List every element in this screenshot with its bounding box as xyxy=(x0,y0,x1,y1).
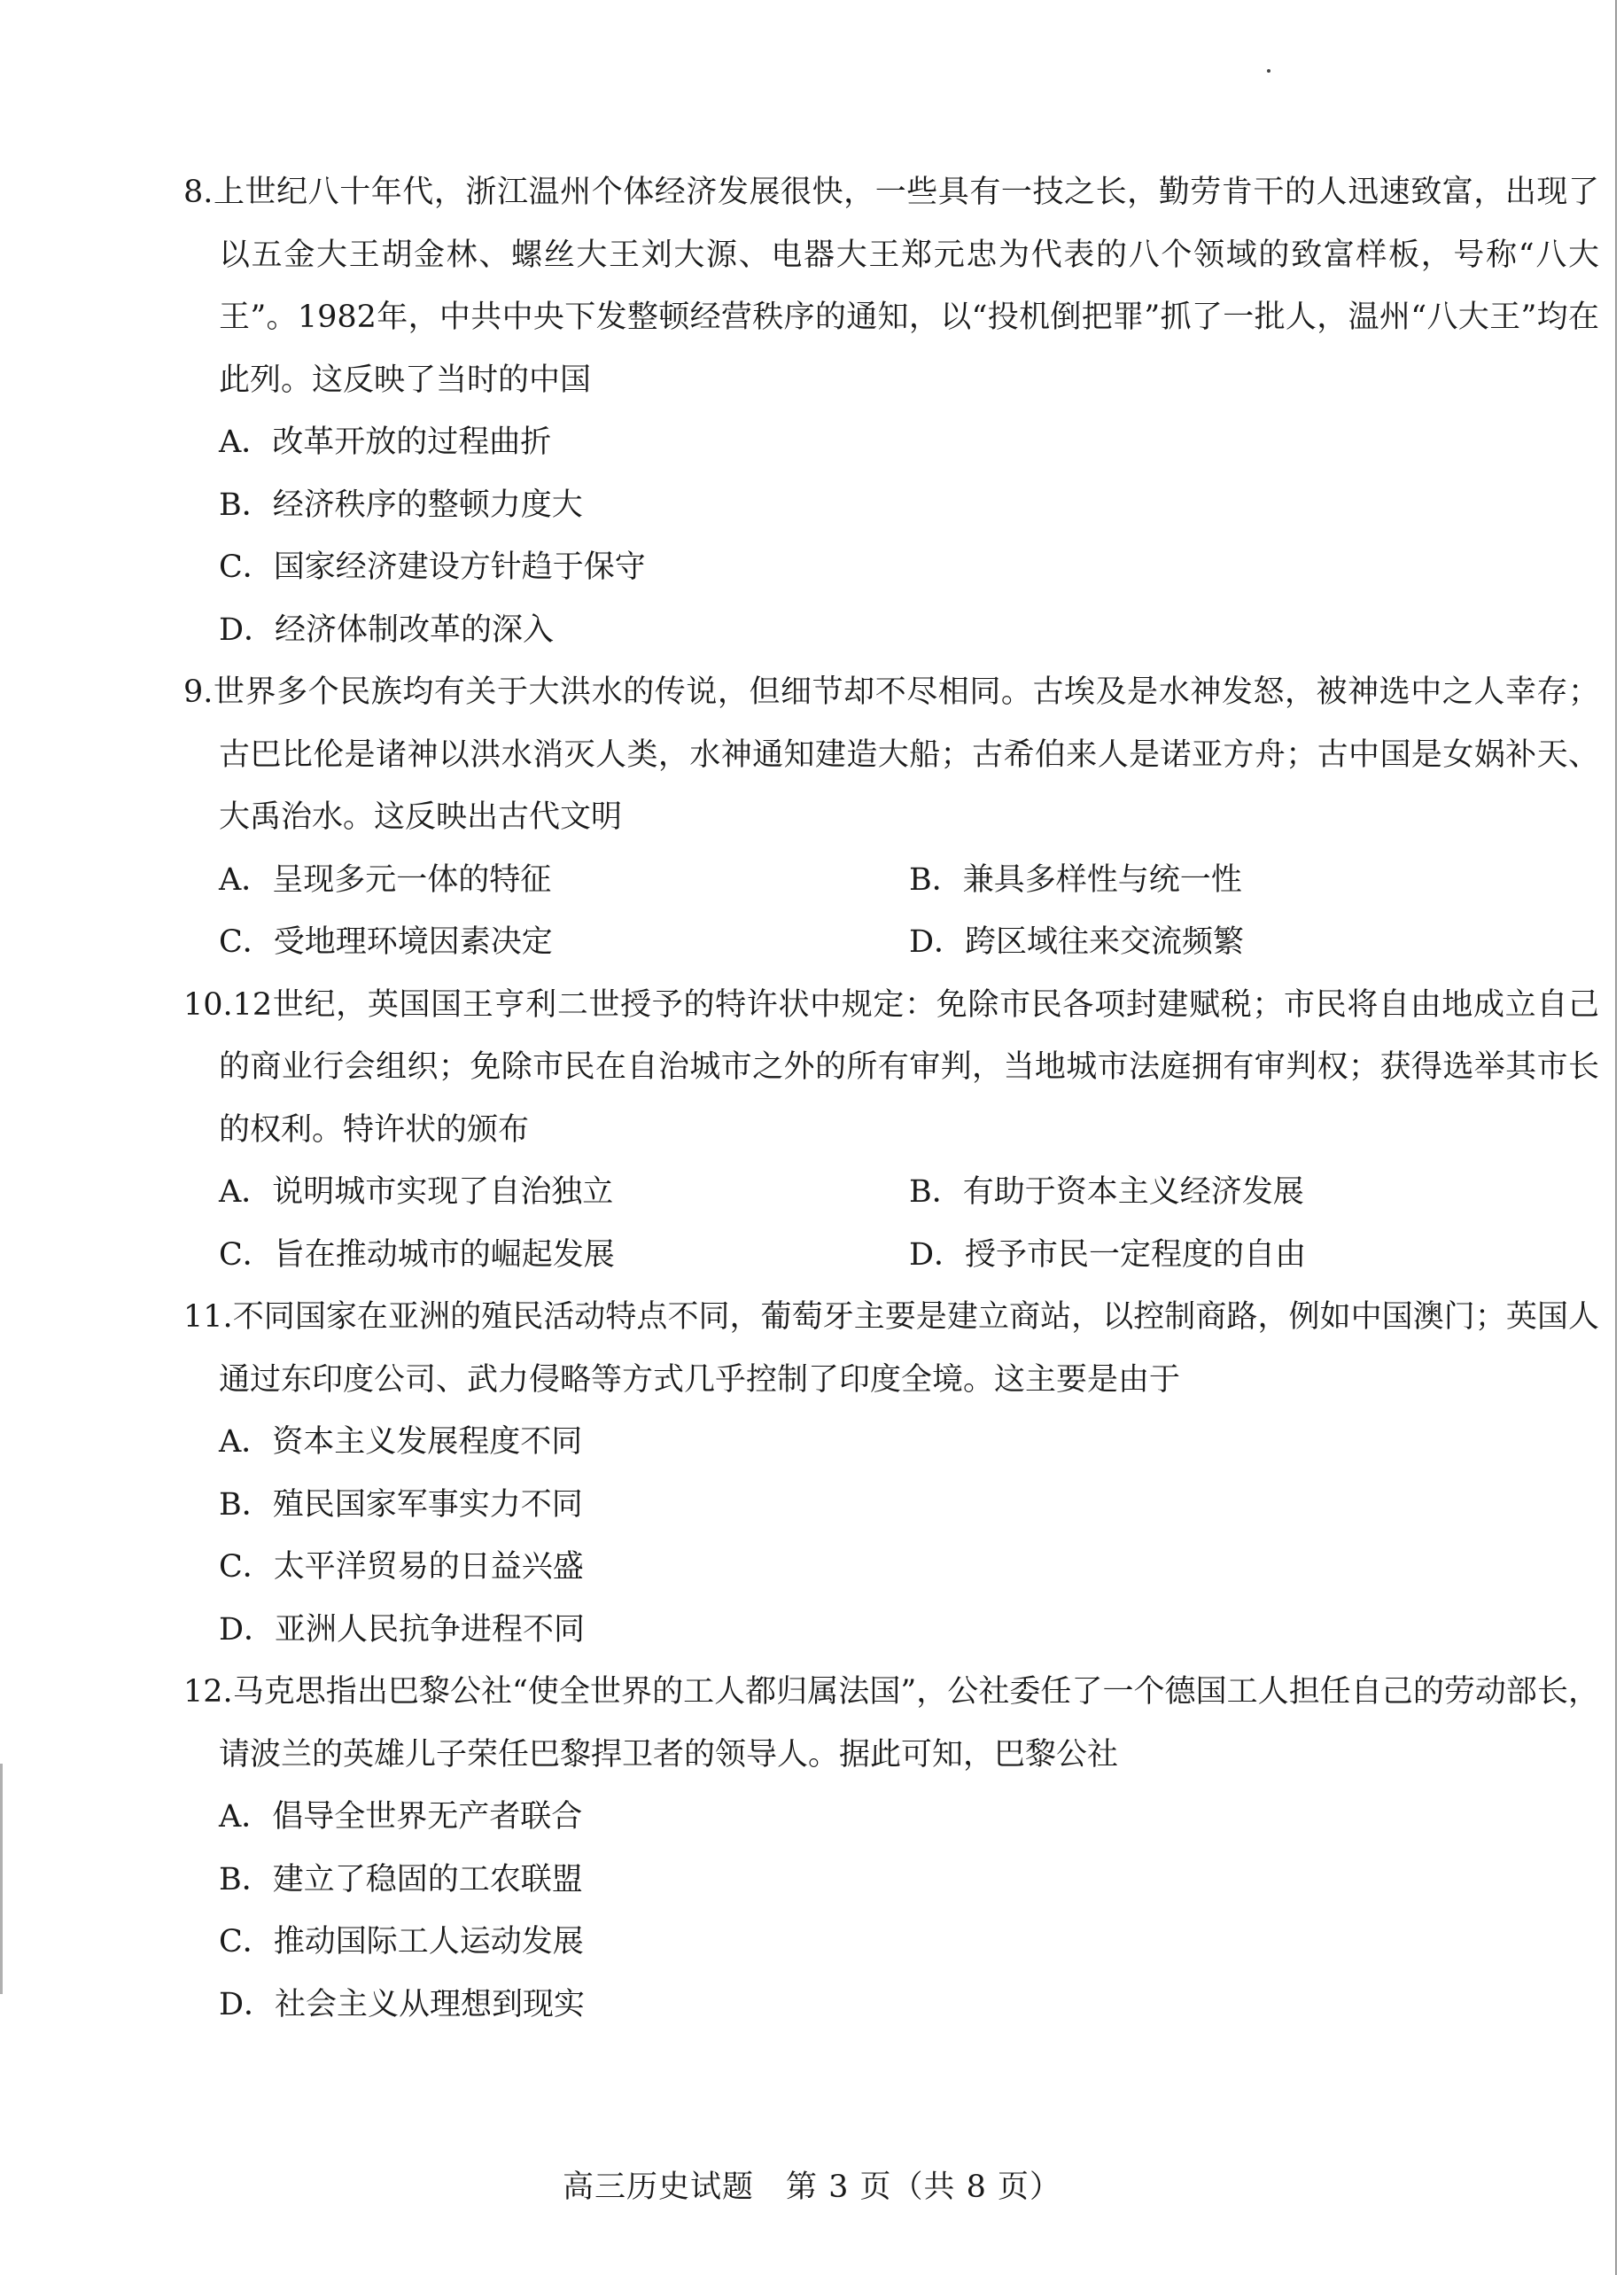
options xyxy=(183,1411,1599,1661)
page-edge-line xyxy=(1615,0,1617,2275)
option-c: C．推动国际工人运动发展 xyxy=(219,1924,584,1959)
question-stem: 9.世界多个民族均有关于大洪水的传说，但细节却不尽相同。古埃及是水神发怒，被神选中之人幸存；古巴比伦是诸神以洪水消灭人类，水神通知建造大船；古希伯来人是诺亚方舟；古中国是女娲补天、大禹治水。这反映出古代文明 xyxy=(183,674,1599,835)
question-stem: 10.12世纪，英国国王亨利二世授予的特许状中规定：免除市民各项封建赋税；市民将自由地成立自己的商业行会组织；免除市民在自治城市之外的所有审判，当地城市法庭拥有审判权；获得选举其市长的权利。特许状的颁布 xyxy=(183,986,1599,1148)
question-8 xyxy=(183,161,1599,661)
option-b: B．建立了稳固的工农联盟 xyxy=(219,1861,583,1897)
scan-speck xyxy=(1267,69,1270,73)
options xyxy=(183,1786,1599,2036)
question-stem: 8.上世纪八十年代，浙江温州个体经济发展很快，一些具有一技之长，勤劳肯干的人迅速致富，出现了以五金大王胡金林、螺丝大王刘大源、电器大王郑元忠为代表的八个领域的致富样板，号称“八大王”。1982年，中共中央下发整顿经营秩序的通知，以“投机倒把罪”抓了一批人，温州“八大王”均在此列。这反映了当时的中国 xyxy=(183,175,1599,398)
option-b: B．殖民国家军事实力不同 xyxy=(219,1486,583,1523)
page-footer: 高三历史试题 第 3 页（共 8 页） xyxy=(562,2170,1062,2205)
option-d: D．社会主义从理想到现实 xyxy=(219,1986,586,2022)
option-d: D．亚洲人民抗争进程不同 xyxy=(219,1611,586,1648)
options xyxy=(183,849,1599,974)
option-c: C．受地理环境因素决定 xyxy=(219,924,553,960)
option-a: A．说明城市实现了自治独立 xyxy=(219,1174,614,1210)
question-stem: 11.不同国家在亚洲的殖民活动特点不同，葡萄牙主要是建立商站，以控制商路，例如中国澳门；英国人通过东印度公司、武力侵略等方式几乎控制了印度全境。这主要是由于 xyxy=(183,1299,1599,1398)
option-row xyxy=(219,1224,1599,1287)
options xyxy=(183,411,1599,661)
question-list xyxy=(183,161,1599,2036)
option-b: B．兼具多样性与统一性 xyxy=(909,861,1242,898)
option-a: A．资本主义发展程度不同 xyxy=(219,1424,583,1460)
option-d: D．经济体制改革的深入 xyxy=(219,612,555,648)
option-d: D．跨区域往来交流频繁 xyxy=(909,924,1245,960)
question-12 xyxy=(183,1661,1599,2036)
option-a: A．倡导全世界无产者联合 xyxy=(219,1799,583,1835)
option-c: C．国家经济建设方针趋于保守 xyxy=(219,549,646,585)
question-stem: 12.马克思指出巴黎公社“使全世界的工人都归属法国”，公社委任了一个德国工人担任自己的劳动部长，请波兰的英雄儿子荣任巴黎捍卫者的领导人。据此可知，巴黎公社 xyxy=(183,1674,1599,1772)
question-9 xyxy=(183,661,1599,974)
option-a: A．呈现多元一体的特征 xyxy=(219,861,552,898)
option-a: A．改革开放的过程曲折 xyxy=(219,425,552,460)
option-row xyxy=(219,849,1599,912)
option-d: D．授予市民一定程度的自由 xyxy=(909,1236,1307,1273)
question-10 xyxy=(183,974,1599,1287)
option-row xyxy=(219,1161,1599,1224)
option-b: B．有助于资本主义经济发展 xyxy=(909,1174,1304,1210)
option-c: C．太平洋贸易的日益兴盛 xyxy=(219,1549,584,1585)
option-b: B．经济秩序的整顿力度大 xyxy=(219,487,583,523)
scan-left-mark xyxy=(0,1764,3,1994)
option-c: C．旨在推动城市的崛起发展 xyxy=(219,1236,615,1273)
options xyxy=(183,1161,1599,1286)
question-11 xyxy=(183,1286,1599,1661)
option-row xyxy=(219,911,1599,974)
